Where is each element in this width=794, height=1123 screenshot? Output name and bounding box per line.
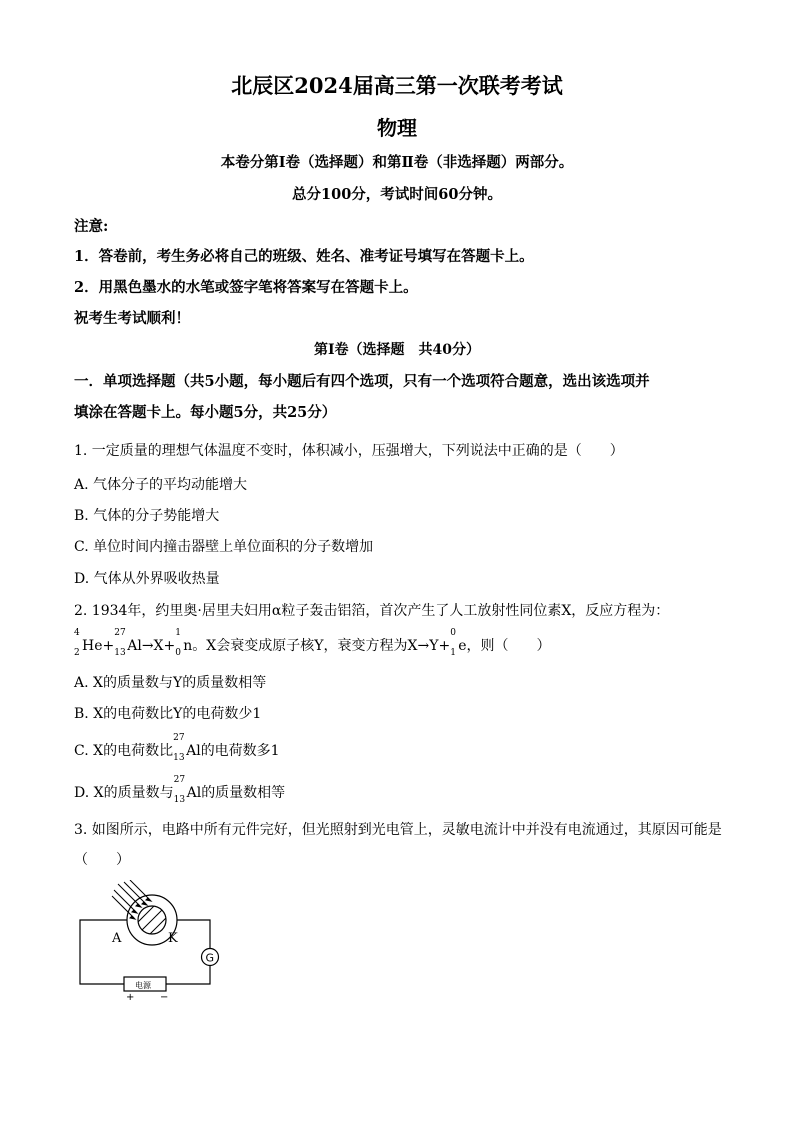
note-item-1: 1．答卷前，考生务必将自己的班级、姓名、准考证号填写在答题卡上。 xyxy=(74,248,534,265)
circuit-wire-top xyxy=(177,920,210,948)
part-instructions-line-2: 填涂在答题卡上。每小题5分，共25分） xyxy=(74,404,337,421)
intro-line-2: 总分100分，考试时间60分钟。 xyxy=(292,186,502,203)
aluminum-mass-number: 27 xyxy=(114,628,126,638)
negative-terminal-label: − xyxy=(160,992,169,1003)
option-c-suffix: 的电荷数多1 xyxy=(200,743,280,759)
decay-arrow: →Y+ xyxy=(417,638,451,654)
positive-terminal-label: + xyxy=(126,992,135,1003)
option-d-charge-number: 13 xyxy=(173,795,186,805)
question-2-option-d xyxy=(74,775,286,805)
option-c-aluminum xyxy=(173,733,201,763)
question-1-option-a: A. 气体分子的平均动能增大 xyxy=(74,477,248,493)
aluminum-nuclide xyxy=(114,628,142,658)
anode-label: A xyxy=(112,931,122,946)
neutron-symbol: n xyxy=(183,638,193,654)
question-1-option-c: C. 单位时间内撞击器壁上单位面积的分子数增加 xyxy=(74,539,374,555)
question-1-stem: 1. 一定质量的理想气体温度不变时，体积减小，压强增大，下列说法中正确的是（ ） xyxy=(74,443,624,459)
option-d-aluminum xyxy=(173,775,202,805)
question-2-equation xyxy=(74,628,551,658)
aluminum-symbol: Al xyxy=(127,638,142,654)
equation-tail: ，则（ ） xyxy=(466,638,551,654)
section-heading: 第Ⅰ卷（选择题 共40分） xyxy=(313,342,481,358)
question-3-stem-line-2: （ ） xyxy=(74,852,130,868)
photoelectric-circuit-diagram xyxy=(70,880,230,1005)
positron-symbol: e xyxy=(458,638,467,654)
option-d-suffix: 的质量数相等 xyxy=(201,785,286,801)
neutron-mass-number: 1 xyxy=(175,628,181,638)
positron xyxy=(450,628,467,658)
question-1-option-b: B. 气体的分子势能增大 xyxy=(74,508,220,524)
option-c-charge-number: 13 xyxy=(173,753,185,763)
light-rays-icon xyxy=(112,880,151,919)
option-c-prefix: C. X的电荷数比 xyxy=(74,743,174,759)
note-item-2: 2．用黑色墨水的水笔或签字笔将答案写在答题卡上。 xyxy=(74,279,418,296)
reaction-arrow: →X+ xyxy=(141,638,176,654)
part-instructions-line-1: 一．单项选择题（共5小题，每小题后有四个选项，只有一个选项符合题意，选出该选项并 xyxy=(74,373,650,390)
neutron-charge-number: 0 xyxy=(175,648,181,658)
circuit-wire-right xyxy=(166,966,210,984)
notes-label: 注意: xyxy=(74,218,109,235)
question-2-option-a: A. X的质量数与Y的质量数相等 xyxy=(74,675,267,691)
option-c-symbol: Al xyxy=(186,743,201,759)
option-d-symbol: Al xyxy=(186,785,202,801)
helium-mass-number: 4 xyxy=(74,628,80,638)
helium-symbol: He xyxy=(82,638,103,654)
question-2-option-b: B. X的电荷数比Y的电荷数少1 xyxy=(74,706,262,722)
helium-nuclide xyxy=(74,628,103,658)
neutron xyxy=(175,628,193,658)
helium-charge-number: 2 xyxy=(74,648,80,658)
positron-charge-number: 1 xyxy=(450,648,456,658)
galvanometer-label: G xyxy=(205,951,215,965)
question-2-option-c xyxy=(74,733,280,763)
plus-sign: + xyxy=(102,638,115,654)
cathode-label: K xyxy=(168,931,178,946)
option-c-mass-number: 27 xyxy=(173,733,185,743)
option-d-prefix: D. X的质量数与 xyxy=(74,785,174,801)
circuit-wire-left xyxy=(80,920,127,984)
question-3-stem-line-1: 3. 如图所示，电路中所有元件完好，但光照射到光电管上，灵敏电流计中并没有电流通过，其原因可能是 xyxy=(74,822,722,838)
exam-title: 北辰区2024届高三第一次联考考试 xyxy=(231,73,563,98)
decay-text: 。X会衰变成原子核Y，衰变方程为X xyxy=(192,638,418,654)
cathode-plate xyxy=(130,890,200,960)
good-luck-text: 祝考生考试顺利！ xyxy=(74,310,190,327)
question-1-option-d: D. 气体从外界吸收热量 xyxy=(74,571,220,587)
aluminum-charge-number: 13 xyxy=(114,648,126,658)
option-d-mass-number: 27 xyxy=(173,775,186,785)
positron-mass-number: 0 xyxy=(450,628,456,638)
intro-line-1: 本卷分第Ⅰ卷（选择题）和第Ⅱ卷（非选择题）两部分。 xyxy=(220,154,574,171)
subject-title: 物理 xyxy=(377,116,417,140)
question-2-stem: 2. 1934年，约里奥·居里夫妇用α粒子轰击铝箔，首次产生了人工放射性同位素X，反应方程为： xyxy=(74,603,670,619)
power-source-label: 电源 xyxy=(135,981,151,990)
